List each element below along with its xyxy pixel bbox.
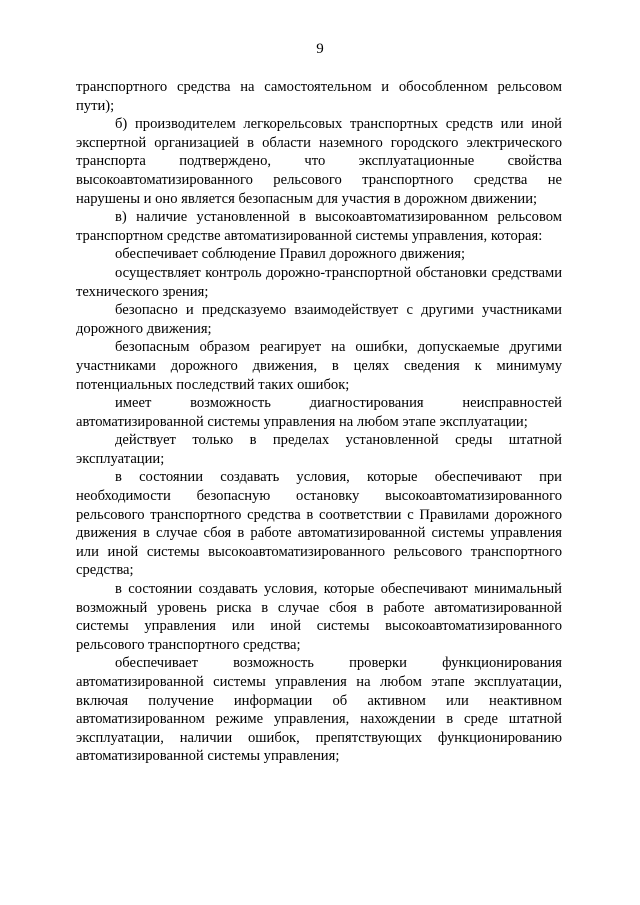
- paragraph: обеспечивает соблюдение Правил дорожного движения;: [115, 246, 466, 263]
- paragraph: осуществляет контроль дорожно-транспортной обстановки средствами технического зрения;: [76, 264, 562, 300]
- paragraph: имеет возможность диагностирования неисправностей автоматизированной системы управления на любом этапе эксплуатации;: [76, 395, 562, 430]
- paragraph: в состоянии создавать условия, которые обеспечивают при необходимости безопасную остановку высокоавтоматизированного рельсового транспортного средства в соответствии с Правилами дорожного движения в случае сбоя в работе автоматизированной системы управления или иной системы высокоавтоматизированного рельсового транспортного средства;: [76, 469, 562, 579]
- page-number: 9: [316, 41, 324, 57]
- paragraph: б) производителем легкорельсовых транспортных средств или иной экспертной организацией в области наземного городского электрического транспорта подтверждено, что эксплуатационные свойства высокоавтоматизированного рельсового транспортного средства не нарушены и оно является безопасным для участия в дорожном движении;: [76, 116, 562, 207]
- paragraph: транспортного средства на самостоятельном и обособленном рельсовом пути);: [76, 79, 562, 114]
- paragraph: безопасно и предсказуемо взаимодействует с другими участниками дорожного движения;: [76, 302, 562, 337]
- paragraph: в состоянии создавать условия, которые обеспечивают минимальный возможный уровень риска в случае сбоя в работе автоматизированной системы управления или иной системы высокоавтоматизированного рельсового транспортного средства;: [76, 581, 562, 653]
- document-body: [76, 78, 562, 766]
- paragraph: безопасным образом реагирует на ошибки, допускаемые другими участниками дорожного движения, в целях сведения к минимуму потенциальных последствий таких ошибок;: [76, 339, 562, 393]
- paragraph: обеспечивает возможность проверки функционирования автоматизированной системы управления на любом этапе эксплуатации, включая получение информации об активном или неактивном автоматизированном режиме управления, нахождении в среде штатной эксплуатации, наличии ошибок, препятствующих функционированию автоматизированной системы управления;: [76, 655, 562, 765]
- paragraph: действует только в пределах установленной среды штатной эксплуатации;: [76, 432, 562, 467]
- paragraph: в) наличие установленной в высокоавтоматизированном рельсовом транспортном средстве автоматизированной системы управления, которая:: [76, 209, 562, 244]
